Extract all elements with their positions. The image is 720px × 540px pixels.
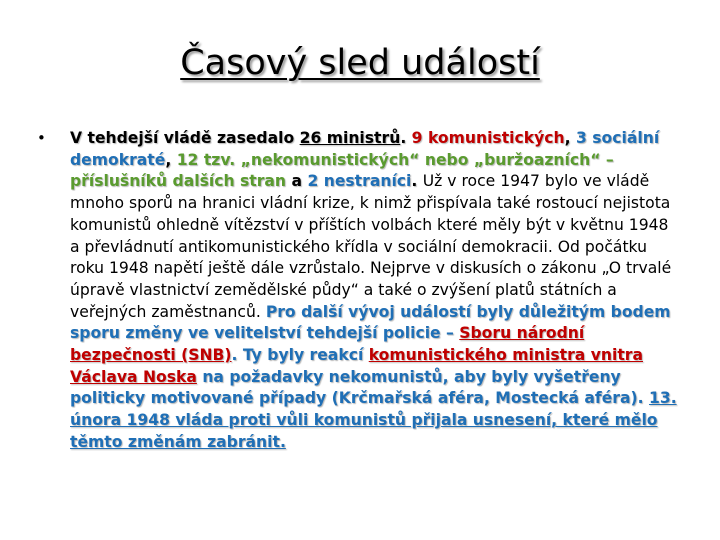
bullet-paragraph xyxy=(70,128,682,454)
text-segment: a xyxy=(286,172,308,191)
slide-body xyxy=(37,128,682,454)
text-segment: 9 komunistických xyxy=(411,129,565,147)
text-segment: , xyxy=(165,150,177,169)
text-segment: 3 sociální demokraté xyxy=(70,129,660,169)
text-segment: , xyxy=(564,129,576,147)
text-segment: komunistického ministra vnitra Václava Noska xyxy=(70,346,643,386)
text-segment: V tehdejší vládě zasedalo xyxy=(70,129,300,147)
text-segment: . Ty byly reakcí xyxy=(231,346,369,365)
text-segment: 12 tzv. „nekomunistických“ nebo „buržoazních“ – příslušníků dalších stran xyxy=(70,150,614,191)
text-segment: Sboru národní bezpečnosti (SNB) xyxy=(70,324,585,365)
bullet-marker: • xyxy=(37,129,46,147)
text-segment: . xyxy=(400,129,412,147)
slide-title: Časový sled událostí xyxy=(180,43,540,83)
text-segment: Už v roce 1947 bylo ve vládě mnoho sporů na hranici vládní krize, k nimž přispívala také rostoucí nejistota komunistů ohledně vítězství v příštích volbách které měly být v květnu 1948 a převládnutí antikomunistického křídla v sociální demokracii. Od počátku roku 1948 napětí ještě dále vzrůstalo. Nejprve v diskusích o zákonu „O trvalé úpravě vlastnictví zemědělské půdy“ a také o zvýšení platů státních a veřejných zaměstnanců. xyxy=(70,172,672,321)
text-segment: Pro další vývoj událostí byly důležitým bodem sporu změny ve velitelství tehdejší policie – xyxy=(70,302,671,343)
text-segment: 13. února 1948 vláda proti vůli komunistů přijala usnesení, které mělo těmto změnám zabránit. xyxy=(70,389,677,451)
text-segment: na požadavky nekomunistů, aby byly vyšetřeny politicky motivované případy (Krčmařská aféra, Mostecká aféra). xyxy=(70,367,649,408)
text-segment: 26 ministrů xyxy=(299,129,401,147)
text-segment: . xyxy=(411,172,423,191)
text-segment: 2 nestraníci xyxy=(307,172,412,191)
